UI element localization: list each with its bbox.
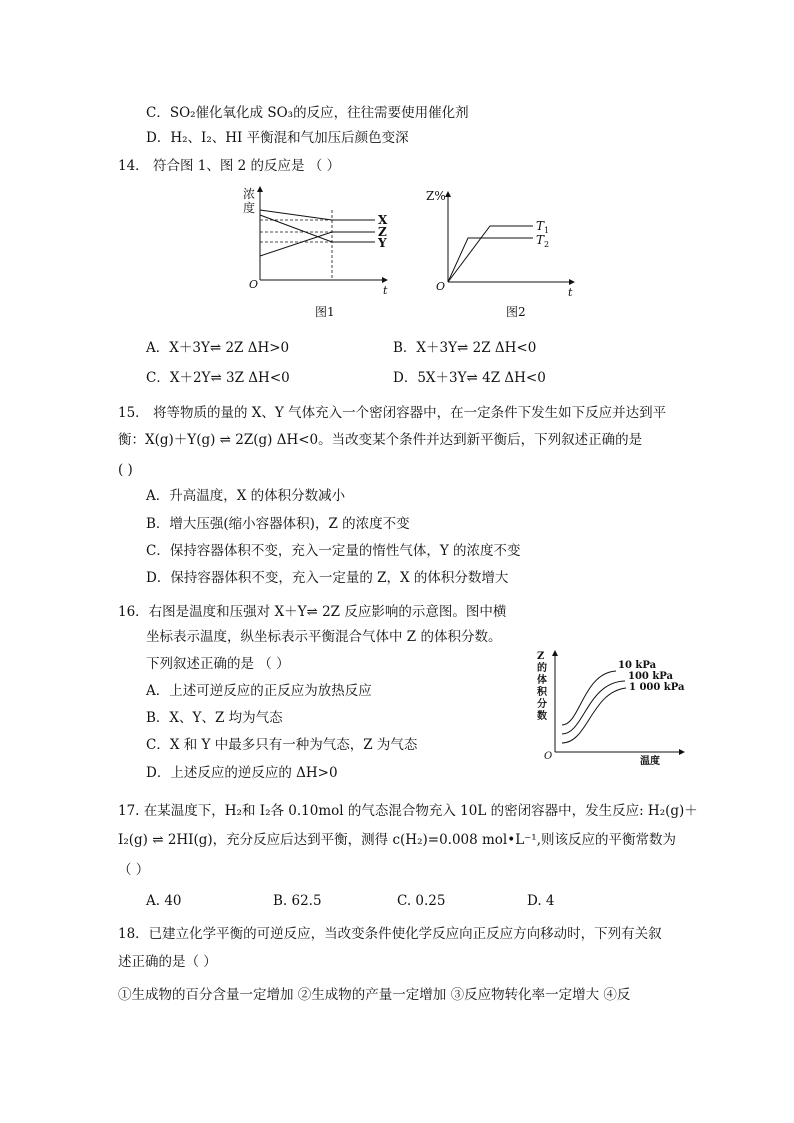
q14-figure-1: [235, 182, 395, 322]
q14-option-d: D．5X＋3Y⇌ 4Z ΔH<0: [393, 370, 546, 386]
q17-option-c: C. 0.25: [397, 893, 446, 909]
q16-option-c: C．X 和 Y 中最多只有一种为气态，Z 为气态: [146, 737, 418, 753]
q16-option-a: A．上述可逆反应的正反应为放热反应: [146, 683, 372, 699]
fig3-curve-1000kpa: [562, 688, 626, 743]
fig3-ylabel-4: 积: [537, 687, 547, 698]
q17-stem-line-3: （ ）: [118, 862, 150, 878]
q14-figure-2: [420, 182, 580, 322]
fig3-ylabel-6: 数: [537, 711, 547, 722]
fig3-ylabel-5: 分: [537, 699, 547, 710]
q15-stem-line-3: ( ): [118, 462, 133, 478]
fig3-ylabel-2: 的: [537, 663, 547, 674]
fig1-caption: 图1: [315, 305, 335, 319]
fig3-curve-100kpa: [562, 681, 625, 734]
q16-stem-line-2: 坐标表示温度，纵坐标表示平衡混合气体中 Z 的体积分数。: [146, 629, 502, 645]
fig1-label-y: Y: [378, 236, 387, 250]
q18-stem-line-2: 述正确的是（ ）: [118, 954, 217, 970]
fig3-label-10kpa: 10 kPa: [618, 660, 657, 671]
q15-option-a: A．升高温度，X 的体积分数减小: [146, 488, 346, 504]
q17-stem-line-1: 17. 在某温度下，H₂和 I₂各 0.10mol 的气态混合物充入 10L 的密闭容器中，发生反应: H₂(g)＋: [118, 803, 698, 819]
q18-stem-line-3: ①生成物的百分含量一定增加 ②生成物的产量一定增加 ③反应物转化率一定增大 ④反: [118, 987, 631, 1003]
q13-option-d: D．H₂、I₂、HI 平衡混和气加压后颜色变深: [146, 130, 409, 146]
fig3-origin: O: [544, 751, 553, 762]
fig2-curve-t2: [448, 238, 533, 282]
fig3-ylabel-3: 体: [537, 675, 547, 686]
q14-option-b: B．X＋3Y⇌ 2Z ΔH<0: [393, 340, 537, 356]
fig1-x-axis-label: t: [383, 284, 388, 297]
fig2-caption: 图2: [506, 305, 526, 319]
fig2-label-t2: $T_2$: [536, 233, 550, 249]
fig2-ylabel: Z%: [426, 189, 446, 203]
q16-option-b: B．X、Y、Z 均为气态: [146, 710, 283, 726]
q16-figure: [528, 645, 698, 775]
fig1-curve-z: [260, 232, 375, 256]
q14-stem: 14． 符合图 1、图 2 的反应是 （ ）: [118, 158, 341, 174]
q16-stem-line-1: 16．右图是温度和压强对 X＋Y⇌ 2Z 反应影响的示意图。图中横: [118, 604, 507, 620]
fig1-label-z: Z: [378, 225, 387, 239]
fig1-curve-x: [260, 210, 375, 220]
q17-stem-line-2: I₂(g) ⇌ 2HI(g)，充分反应后达到平衡，测得 c(H₂)=0.008 mol•L⁻¹,则该反应的平衡常数为: [118, 832, 677, 848]
fig1-ylabel-1: 浓: [243, 187, 256, 201]
q17-option-d: D. 4: [527, 893, 555, 909]
fig2-x-axis-label: t: [568, 286, 573, 299]
fig2-origin: O: [436, 280, 446, 293]
q13-option-c: C．SO₂催化氧化成 SO₃的反应，往往需要使用催化剂: [146, 105, 469, 121]
fig3-curve-10kpa: [562, 671, 616, 725]
q16-stem-line-3: 下列叙述正确的是 （ ）: [146, 656, 290, 672]
fig1-origin: O: [249, 278, 259, 291]
q14-option-c: C．X＋2Y⇌ 3Z ΔH<0: [146, 370, 290, 386]
q15-option-b: B．增大压强(缩小容器体积)，Z 的浓度不变: [146, 516, 410, 532]
q14-option-a: A．X＋3Y⇌ 2Z ΔH>0: [146, 340, 290, 356]
q15-option-c: C．保持容器体积不变，充入一定量的惰性气体，Y 的浓度不变: [146, 543, 521, 559]
fig1-ylabel-2: 度: [243, 201, 256, 215]
fig3-x-axis-label: 温度: [640, 756, 660, 767]
q17-option-a: A. 40: [146, 893, 182, 909]
q15-stem-line-2: 衡：X(g)＋Y(g) ⇌ 2Z(g) ΔH<0。当改变某个条件并达到新平衡后，下列叙述正确的是: [118, 432, 643, 448]
fig1-curve-y: [260, 215, 375, 242]
q15-stem-line-1: 15． 将等物质的量的 X、Y 气体充入一个密闭容器中，在一定条件下发生如下反应并达到平: [118, 405, 667, 421]
q16-option-d: D．上述反应的逆反应的 ΔH>0: [146, 765, 338, 781]
fig1-label-x: X: [378, 213, 388, 227]
fig3-label-100kpa: 100 kPa: [628, 671, 674, 682]
fig2-label-t1: $T_1$: [536, 219, 550, 235]
q15-option-d: D．保持容器体积不变，充入一定量的 Z，X 的体积分数增大: [146, 570, 509, 586]
q17-option-b: B. 62.5: [273, 893, 322, 909]
fig3-label-1000kpa: 1 000 kPa: [629, 682, 685, 693]
q18-stem-line-1: 18．已建立化学平衡的可逆反应，当改变条件使化学反应向正反应方向移动时，下列有关叙: [118, 926, 662, 942]
fig3-ylabel-1: Z: [537, 651, 545, 662]
